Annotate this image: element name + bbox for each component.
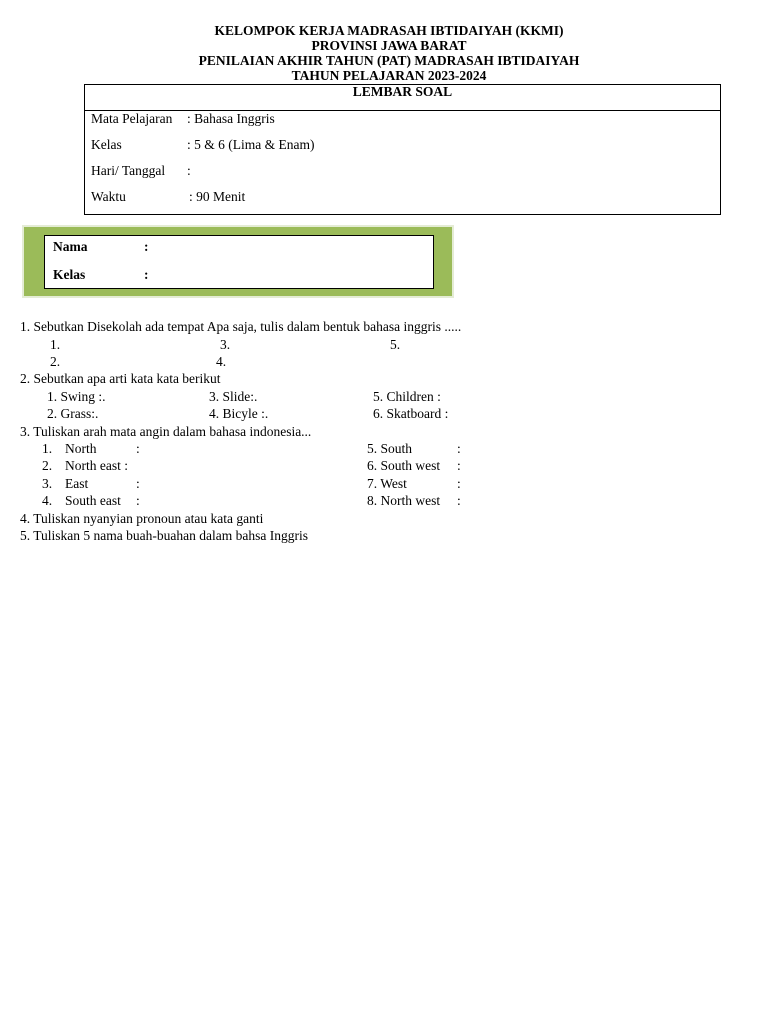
question-1: 1. Sebutkan Disekolah ada tempat Apa saja, tulis dalam bentuk bahasa inggris ..... <box>20 319 462 334</box>
header-school-year: TAHUN PELAJARAN 2023-2024 <box>291 68 487 83</box>
direction-colon: : <box>136 441 140 456</box>
header-province: PROVINSI JAWA BARAT <box>311 38 467 53</box>
vocab-item: 6. Skatboard : <box>373 406 449 421</box>
date-value: : <box>187 163 191 178</box>
direction-colon: : <box>457 441 461 456</box>
class-value: : 5 & 6 (Lima & Enam) <box>187 137 315 152</box>
answer-slot: 1. <box>50 337 61 352</box>
direction-number: 4. <box>42 493 53 508</box>
direction-label: North <box>65 441 97 456</box>
question-2: 2. Sebutkan apa arti kata kata berikut <box>20 371 221 386</box>
time-value: : 90 Menit <box>189 189 246 204</box>
direction-colon: : <box>136 493 140 508</box>
vocab-item: 5. Children : <box>373 389 441 404</box>
direction-number: 1. <box>42 441 53 456</box>
direction-label: 6. South west <box>367 458 441 473</box>
direction-label: 7. West <box>367 476 407 491</box>
direction-label: 8. North west <box>367 493 441 508</box>
student-class-colon: : <box>144 267 149 282</box>
student-name-colon: : <box>144 239 149 254</box>
subject-label: Mata Pelajaran <box>91 111 173 126</box>
student-identity-box <box>44 235 434 289</box>
subject-value: : Bahasa Inggris <box>187 111 275 126</box>
vocab-item: 1. Swing :. <box>47 389 106 404</box>
date-label: Hari/ Tanggal <box>91 163 166 178</box>
direction-number: 3. <box>42 476 53 491</box>
direction-colon: : <box>136 476 140 491</box>
direction-number: 2. <box>42 458 53 473</box>
direction-colon: : <box>457 493 461 508</box>
direction-colon: : <box>457 458 461 473</box>
answer-slot: 5. <box>390 337 401 352</box>
question-5: 5. Tuliskan 5 nama buah-buahan dalam bahsa Inggris <box>20 528 308 543</box>
direction-label: South east <box>65 493 121 508</box>
student-identity-frame <box>24 227 452 296</box>
vocab-item: 4. Bicyle :. <box>209 406 269 421</box>
answer-slot: 3. <box>220 337 231 352</box>
info-box-title: LEMBAR SOAL <box>85 85 720 111</box>
header-exam-title: PENILAIAN AKHIR TAHUN (PAT) MADRASAH IBTIDAIYAH <box>198 53 580 68</box>
answer-slot: 4. <box>216 354 227 369</box>
question-4: 4. Tuliskan nyanyian pronoun atau kata ganti <box>20 511 264 526</box>
answer-slot: 2. <box>50 354 61 369</box>
direction-label: 5. South <box>367 441 413 456</box>
time-label: Waktu <box>91 189 126 204</box>
vocab-item: 3. Slide:. <box>209 389 258 404</box>
direction-colon: : <box>457 476 461 491</box>
student-name-label: Nama <box>53 239 88 254</box>
student-class-label: Kelas <box>53 267 86 282</box>
class-label: Kelas <box>91 137 122 152</box>
header-institution: KELOMPOK KERJA MADRASAH IBTIDAIYAH (KKMI) <box>214 23 564 38</box>
direction-label: North east : <box>65 458 128 473</box>
question-3: 3. Tuliskan arah mata angin dalam bahasa indonesia... <box>20 424 312 439</box>
exam-info-box <box>84 84 721 215</box>
direction-label: East <box>65 476 89 491</box>
vocab-item: 2. Grass:. <box>47 406 99 421</box>
